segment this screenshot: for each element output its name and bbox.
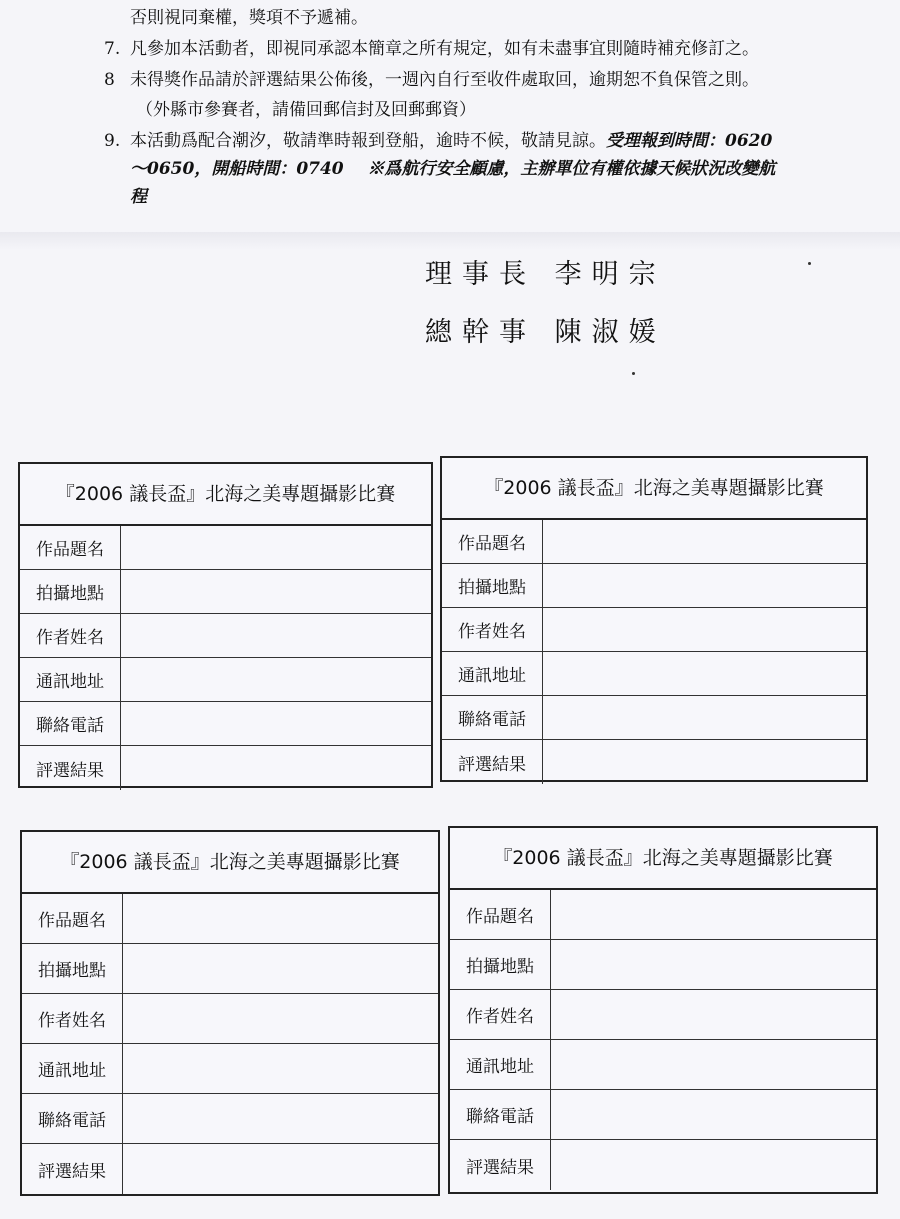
rule-9-checkin-time: 受理報到時間：0620 [606,131,773,151]
entry-card-4 [448,826,878,1194]
work-title-field[interactable] [123,894,438,943]
card-title: 『2006 議長盃』北海之美專題攝影比賽 [20,464,431,526]
entry-card-3 [20,830,440,1196]
address-field[interactable] [123,1044,438,1093]
location-field[interactable] [543,564,866,607]
rule-7-number: 7. [104,39,121,59]
address-field[interactable] [543,652,866,695]
work-title-field[interactable] [551,890,876,939]
label-work-title: 作品題名 [22,894,123,943]
label-result: 評選結果 [20,746,121,790]
result-field[interactable] [543,740,866,784]
entry-card-1 [18,462,433,788]
card-row-author [442,608,866,652]
card-title: 『2006 議長盃』北海之美專題攝影比賽 [22,832,438,894]
label-location: 拍攝地點 [22,944,123,993]
card-row-phone [22,1094,438,1144]
card-row-result [450,1140,876,1190]
label-author: 作者姓名 [20,614,121,657]
work-title-field[interactable] [543,520,866,563]
rule-continuation: 否則視同棄權，獎項不予遞補。 [130,8,368,28]
card-row-address [22,1044,438,1094]
card-row-author [20,614,431,658]
author-field[interactable] [121,614,431,657]
card-row-author [22,994,438,1044]
label-address: 通訊地址 [20,658,121,701]
card-row-location [450,940,876,990]
result-field[interactable] [123,1144,438,1194]
card-row-location [22,944,438,994]
address-field[interactable] [121,658,431,701]
card-row-title [442,520,866,564]
label-phone: 聯絡電話 [450,1090,551,1139]
card-row-location [20,570,431,614]
entry-card-2 [440,456,868,782]
card-row-result [20,746,431,790]
card-row-title [20,526,431,570]
label-location: 拍攝地點 [20,570,121,613]
label-location: 拍攝地點 [450,940,551,989]
chairman-signature: 理事長 李明宗 [425,259,666,290]
author-field[interactable] [123,994,438,1043]
label-author: 作者姓名 [442,608,543,651]
rule-9-departure-time: ～0650，開船時間：0740 [130,159,344,179]
work-title-field[interactable] [121,526,431,569]
card-row-address [450,1040,876,1090]
phone-field[interactable] [121,702,431,745]
scan-speck [808,262,811,265]
label-result: 評選結果 [442,740,543,784]
card-row-result [22,1144,438,1194]
rule-8-note: （外縣市參賽者，請備回郵信封及回郵郵資） [136,100,476,120]
card-title: 『2006 議長盃』北海之美專題攝影比賽 [442,458,866,520]
result-field[interactable] [121,746,431,790]
card-row-phone [442,696,866,740]
rule-9-number: 9. [104,131,121,151]
label-result: 評選結果 [450,1140,551,1190]
label-phone: 聯絡電話 [20,702,121,745]
rule-9-text-a: 本活動爲配合潮汐，敬請準時報到登船，逾時不候，敬請見諒。 [130,131,606,151]
rule-7-text: 凡參加本活動者，即視同承認本簡章之所有規定，如有未盡事宜則隨時補充修訂之。 [130,39,759,59]
card-row-title [450,890,876,940]
card-title: 『2006 議長盃』北海之美專題攝影比賽 [450,828,876,890]
rule-9-safety-note: ※爲航行安全顧慮，主辦單位有權依據天候狀況改變航 [367,159,776,179]
rule-8-number: 8 [104,70,115,90]
card-row-author [450,990,876,1040]
rule-9-line1 [130,130,772,152]
label-address: 通訊地址 [450,1040,551,1089]
address-field[interactable] [551,1040,876,1089]
label-phone: 聯絡電話 [442,696,543,739]
label-author: 作者姓名 [22,994,123,1043]
label-address: 通訊地址 [442,652,543,695]
phone-field[interactable] [123,1094,438,1143]
label-location: 拍攝地點 [442,564,543,607]
label-address: 通訊地址 [22,1044,123,1093]
location-field[interactable] [121,570,431,613]
label-work-title: 作品題名 [442,520,543,563]
scan-speck [632,372,635,375]
label-phone: 聯絡電話 [22,1094,123,1143]
phone-field[interactable] [543,696,866,739]
label-result: 評選結果 [22,1144,123,1194]
secretary-signature: 總幹事 陳淑媛 [425,317,666,348]
card-row-address [442,652,866,696]
rule-8-text: 未得獎作品請於評選結果公佈後，一週內自行至收件處取回，逾期恕不負保管之則。 [130,70,759,90]
label-work-title: 作品題名 [20,526,121,569]
location-field[interactable] [551,940,876,989]
card-row-result [442,740,866,784]
card-row-phone [450,1090,876,1140]
label-work-title: 作品題名 [450,890,551,939]
phone-field[interactable] [551,1090,876,1139]
result-field[interactable] [551,1140,876,1190]
location-field[interactable] [123,944,438,993]
author-field[interactable] [551,990,876,1039]
card-row-address [20,658,431,702]
card-row-phone [20,702,431,746]
card-row-title [22,894,438,944]
rule-9-line2 [130,158,775,180]
paper-fold [0,232,900,250]
author-field[interactable] [543,608,866,651]
rule-9-line3: 程 [130,187,147,207]
label-author: 作者姓名 [450,990,551,1039]
card-row-location [442,564,866,608]
